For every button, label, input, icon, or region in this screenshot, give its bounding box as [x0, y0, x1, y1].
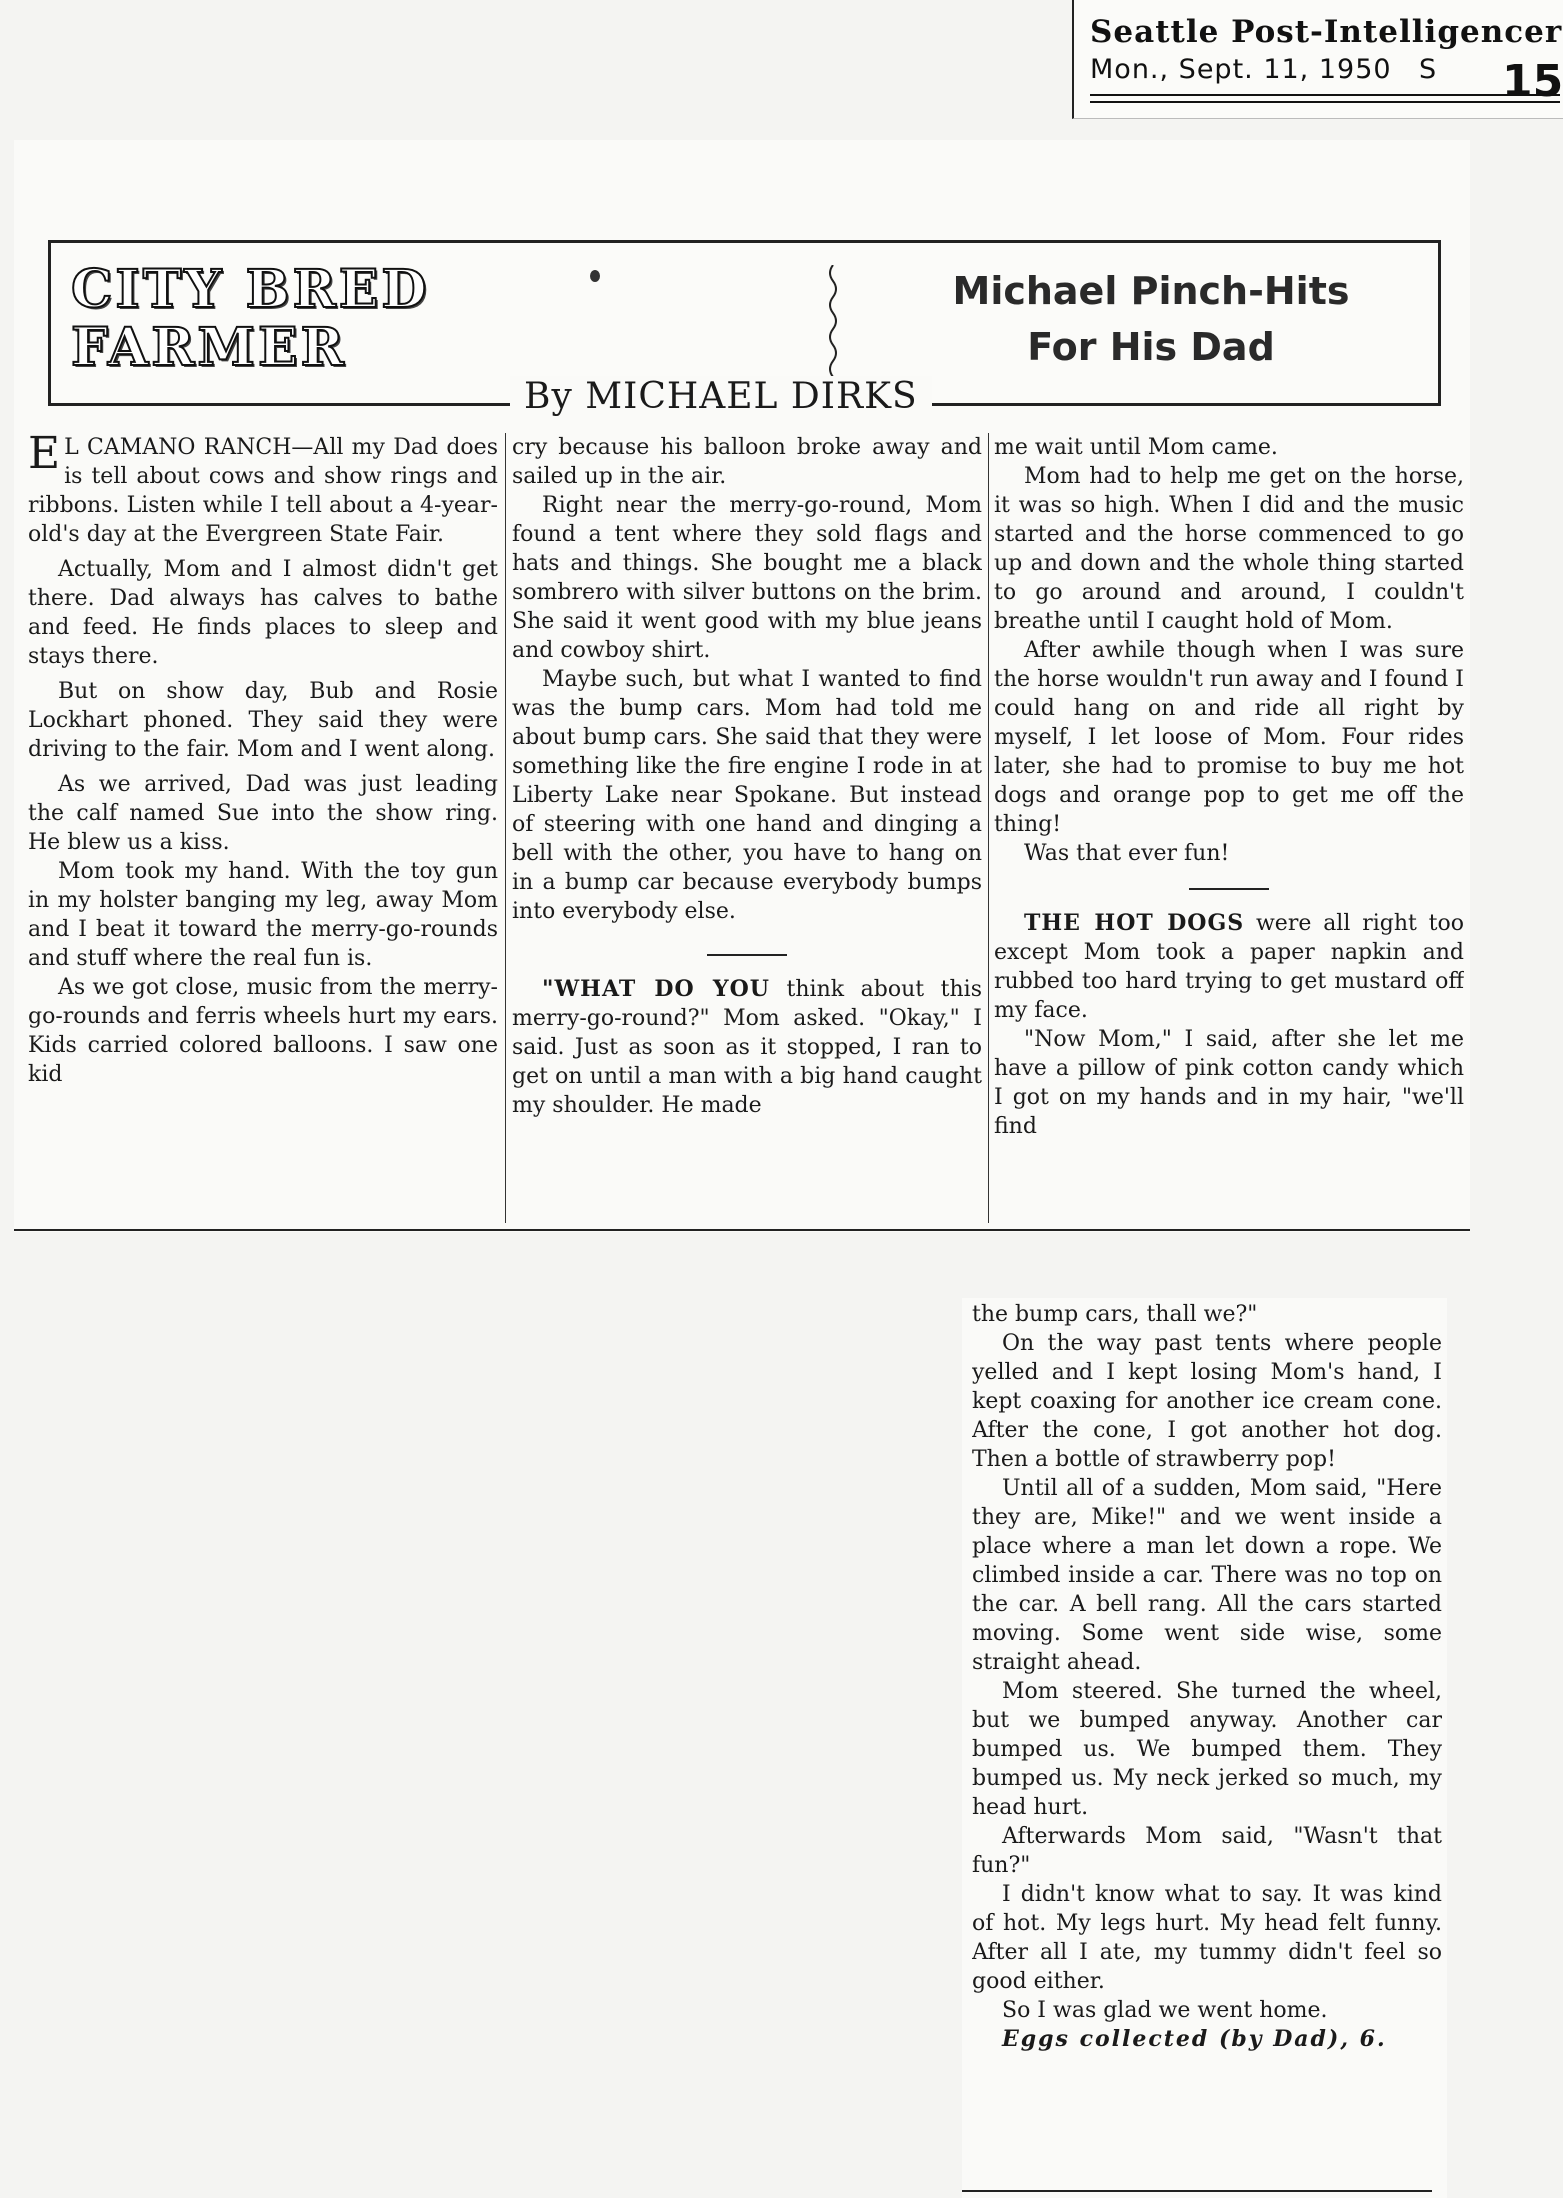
article-paragraph: As we arrived, Dad was just leading the calf named Sue into the show ring. He blew us a kiss. [28, 772, 498, 855]
kicker-line: CITY BRED [71, 259, 430, 320]
byline: By MICHAEL DIRKS [510, 376, 932, 417]
headline-deck [891, 263, 1411, 375]
section-lead: "WHAT DO YOU [542, 976, 770, 1002]
deck-line: Michael Pinch-Hits [952, 269, 1350, 313]
article-paragraph: Mom took my hand. With the toy gun in my holster banging my leg, away Mom and I beat it toward the merry-go-rounds and stuff where the real fun is. [28, 859, 498, 971]
masthead [1072, 0, 1563, 119]
paragraph-text: L CAMANO RANCH—All my Dad does is tell about cows and show rings and ribbons. Listen while I tell about a 4-year-old's day at the Evergreen State Fair. [28, 435, 498, 547]
article-paragraph: the bump cars, thall we?" [972, 1302, 1258, 1327]
section-separator [994, 874, 1464, 903]
drop-cap: E [28, 433, 61, 479]
article-paragraph: Actually, Mom and I almost didn't get there. Dad always has calves to bathe and feed. He finds places to sleep and stays there. [28, 557, 498, 669]
article-column-2 [512, 433, 982, 1225]
article-tagline: Eggs collected (by Dad), 6. [1002, 2026, 1387, 2052]
paragraph-text: think about this merry-go-round?" Mom asked. "Okay," I said. Just as soon as it stopped, I ran to get on until a man with a big hand caught my shoulder. He made [512, 977, 982, 1118]
ink-dot [590, 270, 600, 282]
article-paragraph: I didn't know what to say. It was kind of hot. My legs hurt. My head felt funny. After all I ate, my tummy didn't feel so good either. [972, 1882, 1442, 1994]
article-paragraph: Mom steered. She turned the wheel, but we bumped anyway. Another car bumped us. We bumped them. They bumped us. My neck jerked so much, my head hurt. [972, 1679, 1442, 1820]
article-paragraph: Was that ever fun! [1024, 841, 1230, 866]
kicker-line: FARMER [71, 317, 347, 378]
article-paragraph: "Now Mom," I said, after she let me have a pillow of pink cotton candy which I got on my hands and in my hair, "we'll find [994, 1027, 1464, 1139]
article-column-3 [994, 433, 1464, 1225]
article-paragraph: As we got close, music from the merry-go-rounds and ferris wheels hurt my ears. Kids carried colored balloons. I saw one kid [28, 975, 498, 1087]
byline-rule-left [48, 404, 518, 406]
newspaper-name: Seattle Post-Intelligencer [1090, 14, 1563, 50]
article-paragraph: After awhile though when I was sure the horse wouldn't run away and I found I could hang on and ride all right by myself, I let loose of Mom. Four rides later, she had to promise to buy me hot dogs and orange pop to get me off the thing! [994, 638, 1464, 837]
article-paragraph: But on show day, Bub and Rosie Lockhart phoned. They said they were driving to the fair. Mom and I went along. [28, 679, 498, 762]
column-rule [988, 433, 989, 1223]
masthead-rule [1090, 101, 1560, 103]
article-paragraph: Mom had to help me get on the horse, it was so high. When I did and the music started and the horse commenced to go up and down and the whole thing started to go around and around, I couldn't breathe until I caught hold of Mom. [994, 464, 1464, 634]
paragraph-text: were all right too except Mom took a paper napkin and rubbed too hard trying to get mustard off my face. [994, 911, 1464, 1023]
masthead-rule [1090, 94, 1560, 96]
column-kicker [71, 261, 430, 377]
continuation-bottom-rule [962, 2190, 1432, 2192]
wavy-divider [826, 265, 840, 387]
article-column-1 [28, 433, 498, 1225]
article-paragraph: Afterwards Mom said, "Wasn't that fun?" [972, 1824, 1442, 1878]
article-paragraph: On the way past tents where people yelled and I kept losing Mom's hand, I kept coaxing for another ice cream cone. After the cone, I got another hot dog. Then a bottle of strawberry pop! [972, 1331, 1442, 1472]
article-paragraph [512, 975, 982, 1120]
article-paragraph: cry because his balloon broke away and sailed up in the air. [512, 435, 982, 489]
article-column-4 [972, 1300, 1442, 2190]
article-paragraph: Until all of a sudden, Mom said, "Here they are, Mike!" and we went inside a place where a man let down a rope. We climbed inside a car. There was no top on the car. A bell rang. All the cars started moving. Some went side wise, some straight ahead. [972, 1476, 1442, 1675]
article-paragraph: Maybe such, but what I wanted to find was the bump cars. Mom had told me about bump cars. She said that they were something like the fire engine I rode in at Liberty Lake near Spokane. But instead of steering with one hand and dinging a bell with the other, you have to hang on in a bump car because everybody bumps into everybody else. [512, 667, 982, 924]
article-paragraph [994, 909, 1464, 1025]
article-paragraph: So I was glad we went home. [1002, 1998, 1328, 2023]
section-lead: THE HOT DOGS [1024, 910, 1245, 936]
byline-rule-right [990, 404, 1441, 406]
deck-line: For His Dad [1027, 325, 1275, 369]
article-paragraph: Right near the merry-go-round, Mom found a tent where they sold flags and hats and things. She bought me a black sombrero with silver buttons on the brim. She said it went good with my blue jeans and cowboy shirt. [512, 493, 982, 663]
column-rule [505, 433, 506, 1223]
issue-date: Mon., Sept. 11, 1950 [1090, 54, 1392, 85]
article-paragraph [28, 433, 498, 549]
edition-letter: S [1419, 54, 1437, 85]
section-separator [512, 940, 982, 969]
article-paragraph: me wait until Mom came. [994, 435, 1278, 460]
page-number: 15 [1502, 56, 1563, 107]
clipping-bottom-rule [14, 1229, 1470, 1231]
